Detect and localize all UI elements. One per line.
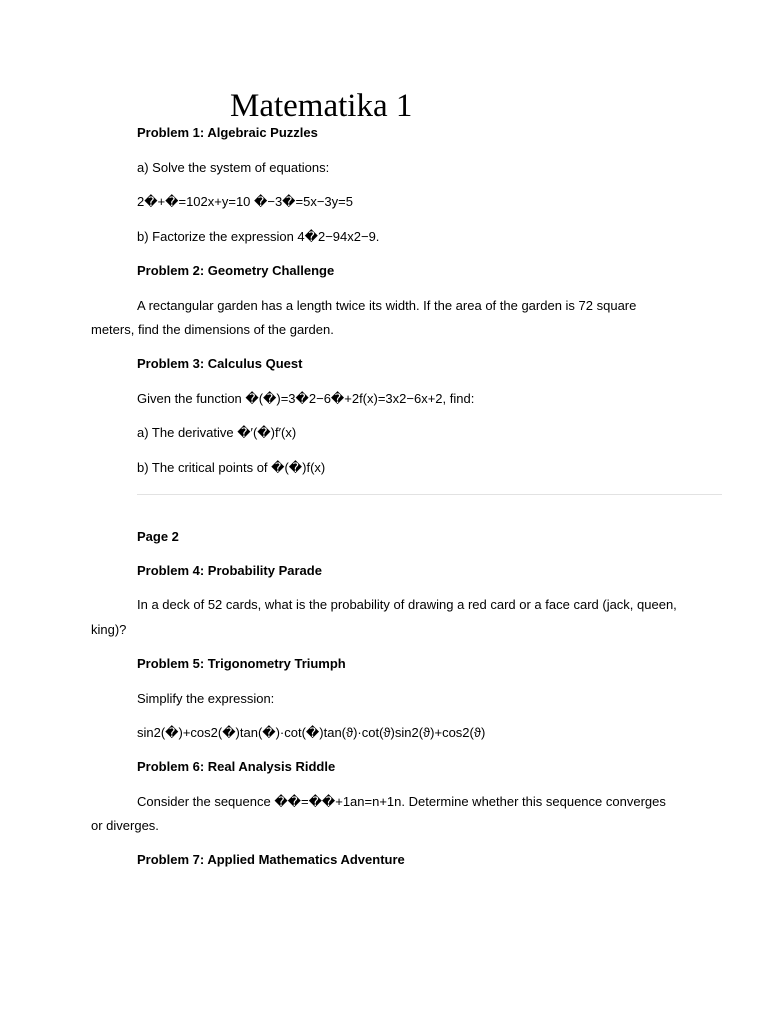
problem-2-heading: Problem 2: Geometry Challenge [137,263,335,278]
problem-1-heading: Problem 1: Algebraic Puzzles [137,125,318,140]
problem-2-text-line-2: meters, find the dimensions of the garden. [91,322,334,337]
problem-4-text-line-1: In a deck of 52 cards, what is the probability of drawing a red card or a face card (jack, queen, [137,597,677,612]
document-title: Matematika 1 [230,88,413,124]
problem-3-given: Given the function �(�)=3�2−6�+2f(x)=3x2−6x+2, find: [137,391,475,406]
problem-3-heading: Problem 3: Calculus Quest [137,356,303,371]
problem-1-equations: 2�+�=102x+y=10 �−3�=5x−3y=5 [137,194,353,209]
problem-2-text-line-1: A rectangular garden has a length twice its width. If the area of the garden is 72 square [137,298,637,313]
page-2-label: Page 2 [137,529,179,544]
problem-3-part-a: a) The derivative �′(�)f′(x) [137,425,297,440]
problem-6-text-line-1: Consider the sequence ��=��+1an=n+1n. Determine whether this sequence converges [137,794,666,809]
problem-7-heading: Problem 7: Applied Mathematics Adventure [137,852,405,867]
page-divider [137,494,722,495]
problem-5-text: Simplify the expression: [137,691,275,706]
problem-5-expression: sin2(�)+cos2(�)tan(�)·cot(�)tan(ϑ)·cot(ϑ)sin2(ϑ)+cos2(ϑ) [137,725,486,740]
problem-6-text-line-2: or diverges. [91,818,159,833]
problem-4-text-line-2: king)? [91,622,127,637]
problem-3-part-b: b) The critical points of �(�)f(x) [137,460,326,475]
problem-5-heading: Problem 5: Trigonometry Triumph [137,656,346,671]
problem-1-part-a: a) Solve the system of equations: [137,160,330,175]
problem-1-part-b: b) Factorize the expression 4�2−94x2−9. [137,229,380,244]
problem-4-heading: Problem 4: Probability Parade [137,563,322,578]
problem-6-heading: Problem 6: Real Analysis Riddle [137,759,336,774]
